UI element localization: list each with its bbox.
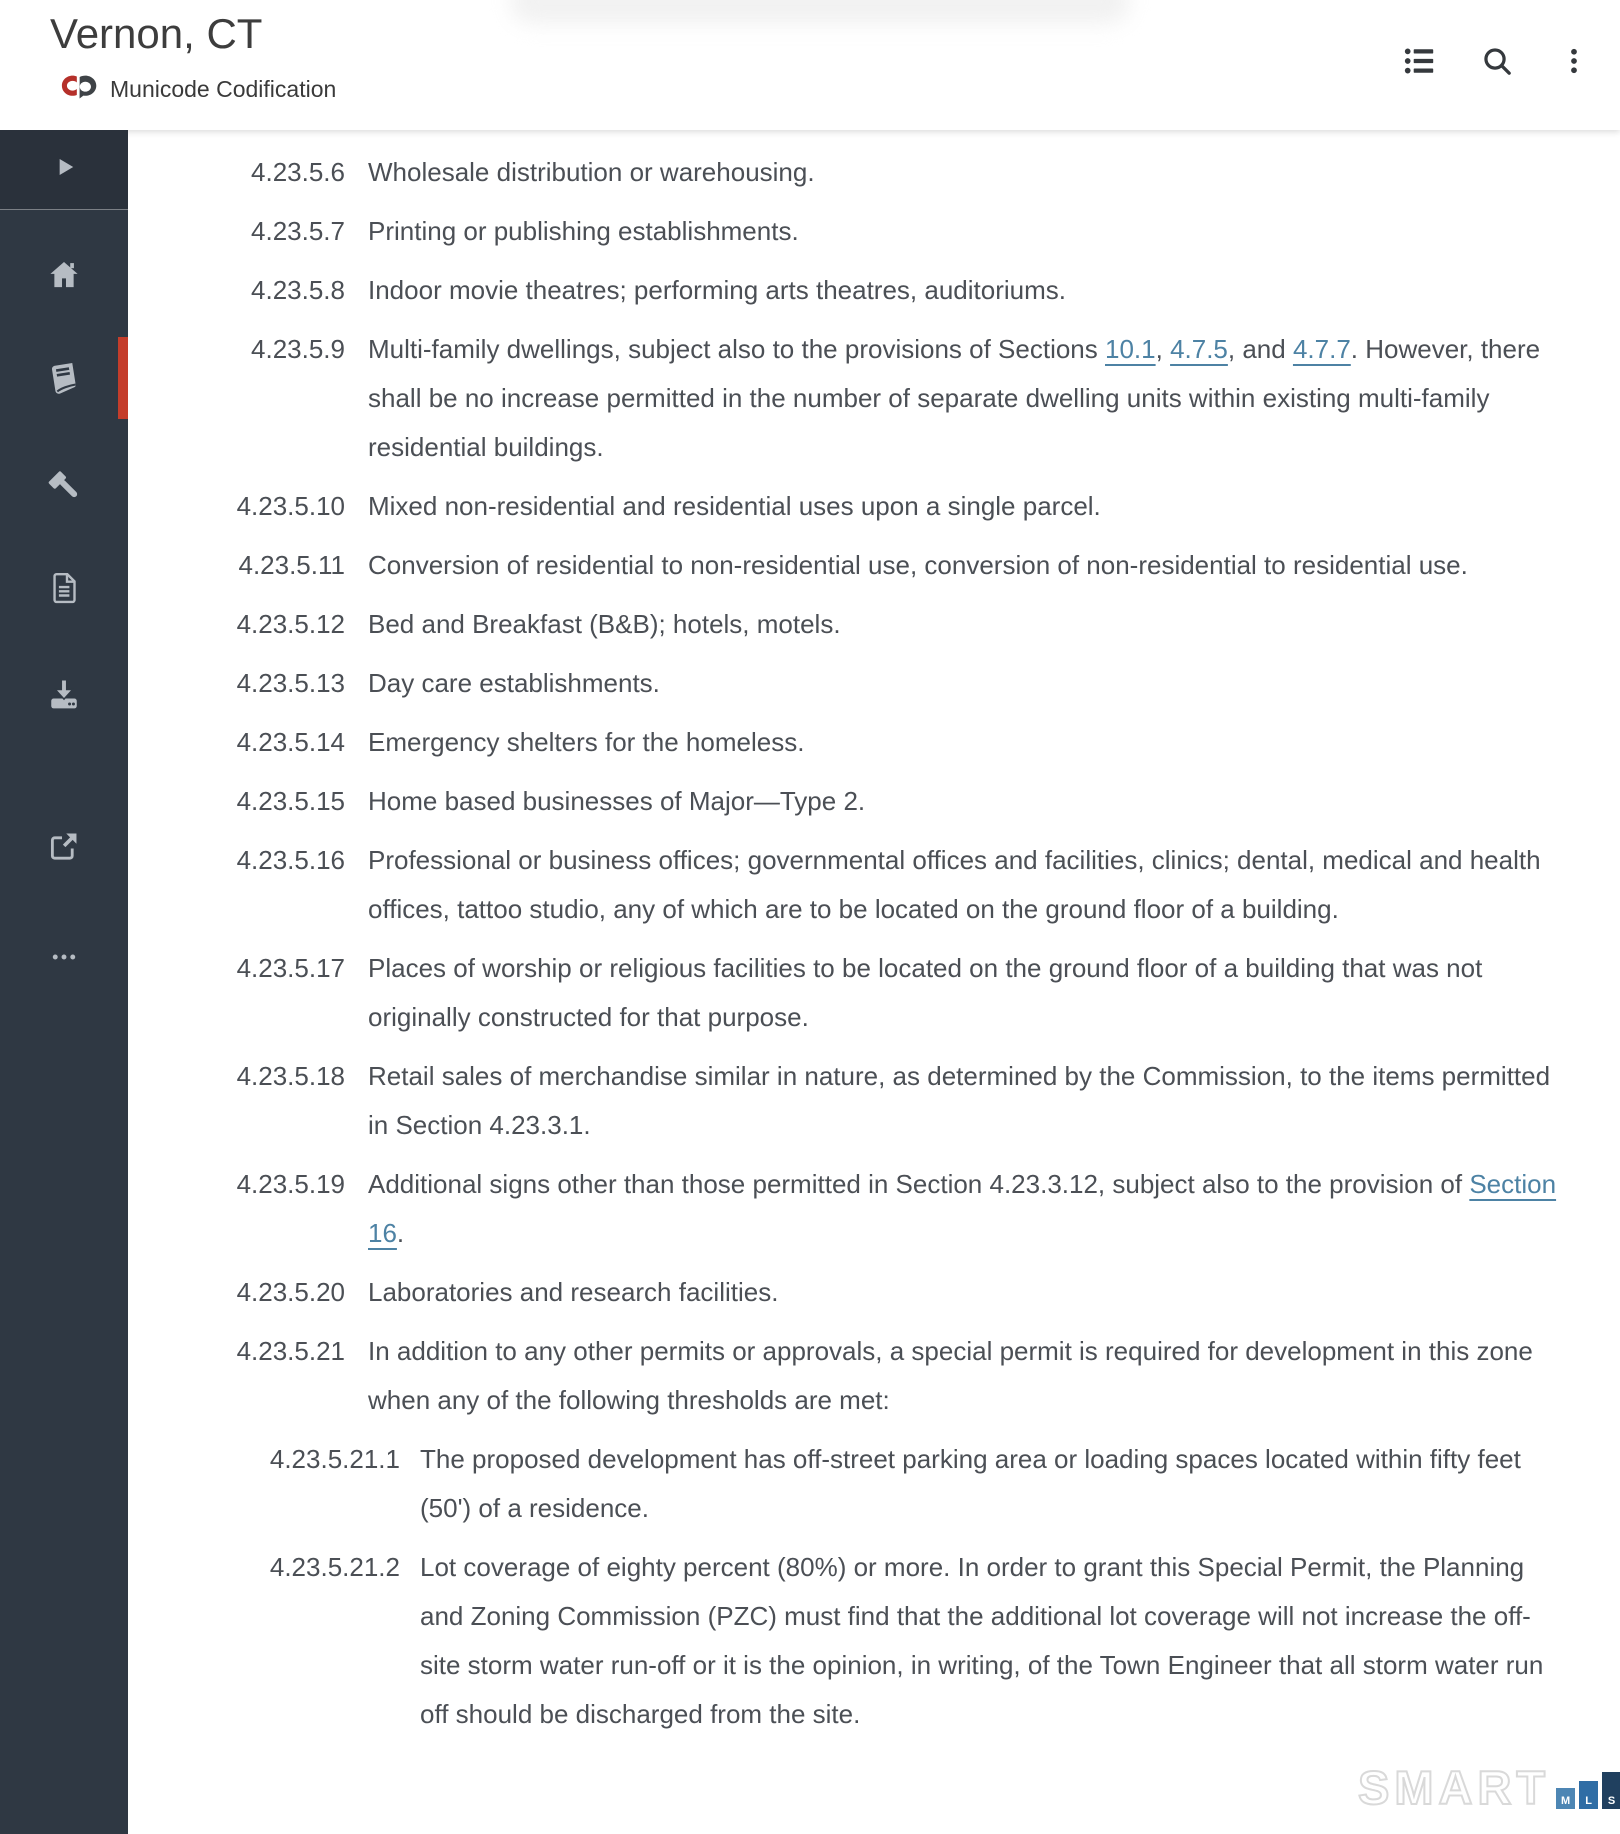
header-actions: [1402, 44, 1592, 80]
section-number: 4.23.5.8: [251, 275, 345, 305]
section-text: [420, 1543, 1570, 1739]
section-list: [128, 130, 1620, 1749]
section-item: [128, 1160, 1620, 1258]
app-header: [0, 0, 1620, 130]
text-run: Bed and Breakfast (B&B); hotels, motels.: [368, 609, 841, 639]
smartmls-watermark: [1358, 1761, 1620, 1814]
section-text: [368, 777, 1563, 826]
section-text: [368, 541, 1563, 590]
more-options-button[interactable]: [1556, 44, 1592, 80]
text-run: Home based businesses of Major—Type 2.: [368, 786, 866, 816]
section-text: [368, 944, 1563, 1042]
sidebar-item-more-horizontal[interactable]: [0, 943, 128, 974]
section-text: [368, 1052, 1563, 1150]
text-run: In addition to any other permits or approvals, a special permit is required for development in this zone when any of the following thresholds are met:: [368, 1336, 1533, 1415]
section-text: [368, 718, 1563, 767]
book-icon: [46, 360, 82, 399]
toc-list-icon: [1402, 43, 1438, 82]
section-text: [368, 207, 1563, 256]
section-number: 4.23.5.17: [236, 953, 345, 983]
top-shadow-blob: [510, 0, 1130, 24]
sidebar-item-book[interactable]: [0, 360, 128, 399]
section-number: 4.23.5.14: [236, 727, 345, 757]
sidebar-item-document[interactable]: [0, 570, 128, 609]
section-number: 4.23.5.11: [238, 550, 345, 580]
section-number: 4.23.5.10: [236, 491, 345, 521]
section-item: [128, 836, 1620, 934]
text-run: Retail sales of merchandise similar in nature, as determined by the Commission, to the items permitted in Section 4.23.3.1.: [368, 1061, 1551, 1140]
section-link[interactable]: 4.7.7: [1292, 334, 1351, 364]
watermark-box-m: M: [1556, 1788, 1575, 1809]
section-item: [128, 659, 1620, 708]
text-run: Conversion of residential to non-residential use, conversion of non-residential to residential use.: [368, 550, 1468, 580]
search-icon: [1480, 44, 1514, 81]
sidebar-item-download[interactable]: [0, 676, 128, 715]
section-number: 4.23.5.19: [236, 1169, 345, 1199]
sidebar-item-external-link[interactable]: [0, 829, 128, 866]
section-number: 4.23.5.6: [251, 157, 345, 187]
section-item: [128, 600, 1620, 649]
text-run: Day care establishments.: [368, 668, 660, 698]
section-text: [368, 1268, 1563, 1317]
section-item: [128, 1327, 1620, 1425]
section-link[interactable]: Section 16: [368, 1169, 1557, 1248]
section-number: 4.23.5.21: [236, 1336, 345, 1366]
text-run: Laboratories and research facilities.: [368, 1277, 779, 1307]
home-icon: [47, 258, 81, 295]
section-number: 4.23.5.18: [236, 1061, 345, 1091]
document-icon: [46, 570, 82, 609]
section-link[interactable]: 4.7.5: [1170, 334, 1228, 364]
watermark-mls-boxes: [1556, 1772, 1620, 1809]
watermark-box-s: S: [1602, 1772, 1620, 1809]
section-item: [128, 482, 1620, 531]
section-item: [128, 207, 1620, 256]
section-item: [128, 1435, 1620, 1533]
section-link[interactable]: 10.1: [1105, 334, 1156, 364]
section-number: 4.23.5.20: [236, 1277, 345, 1307]
section-item: [128, 325, 1620, 472]
civicplus-logo-icon: [60, 74, 98, 104]
text-run: Mixed non-residential and residential uses upon a single parcel.: [368, 491, 1101, 521]
text-run: Printing or publishing establishments.: [368, 216, 799, 246]
brand-subtitle: Municode Codification: [110, 75, 337, 102]
search-button[interactable]: [1479, 44, 1515, 80]
text-run: The proposed development has off-street parking area or loading spaces located within fifty feet (50') of a residence.: [420, 1444, 1521, 1523]
text-run: ,: [1155, 334, 1171, 364]
expand-play-icon: [51, 154, 77, 185]
section-item: [128, 148, 1620, 197]
section-text: [368, 836, 1563, 934]
section-text: [368, 148, 1563, 197]
section-number: 4.23.5.16: [236, 845, 345, 875]
text-run: Multi-family dwellings, subject also to the provisions of Sections: [368, 334, 1105, 364]
sidebar: [0, 130, 128, 1834]
section-number: 4.23.5.7: [251, 216, 345, 246]
section-text: [368, 1160, 1563, 1258]
brand-row: [60, 74, 336, 104]
text-run: Additional signs other than those permitted in Section 4.23.3.12, subject also to the provision of: [368, 1169, 1470, 1199]
section-item: [128, 777, 1620, 826]
section-text: [368, 266, 1563, 315]
section-text: [420, 1435, 1570, 1533]
section-number: 4.23.5.15: [236, 786, 345, 816]
section-item: [128, 541, 1620, 590]
section-number: 4.23.5.21.2: [269, 1552, 400, 1582]
text-run: Indoor movie theatres; performing arts theatres, auditoriums.: [368, 275, 1066, 305]
section-item: [128, 1268, 1620, 1317]
external-link-icon: [47, 829, 81, 866]
text-run: . However, there shall be no increase permitted in the number of separate dwelling units within existing multi-family residential buildings.: [368, 334, 1541, 462]
section-item: [128, 944, 1620, 1042]
section-number: 4.23.5.13: [236, 668, 345, 698]
text-run: Places of worship or religious facilities to be located on the ground floor of a building that was not originally constructed for that purpose.: [368, 953, 1483, 1032]
section-number: 4.23.5.12: [236, 609, 345, 639]
text-run: Emergency shelters for the homeless.: [368, 727, 805, 757]
section-number: 4.23.5.21.1: [269, 1444, 400, 1474]
section-text: [368, 659, 1563, 708]
page-title: Vernon, CT: [50, 10, 263, 57]
toc-button[interactable]: [1402, 44, 1438, 80]
section-text: [368, 600, 1563, 649]
text-run: Professional or business offices; governmental offices and facilities, clinics; dental, medical and health offices, tattoo studio, any of which are to be located on the ground floor of a building.: [368, 845, 1541, 924]
download-icon: [46, 676, 82, 715]
more-vertical-icon: [1559, 46, 1589, 79]
text-run: Lot coverage of eighty percent (80%) or more. In order to grant this Special Permit, the Planning and Zoning Commission (PZC) must find that the additional lot coverage will not increase the off-site storm water run-off or it is the opinion, in writing, of the Town Engineer that all storm water run off should be discharged from the site.: [420, 1552, 1544, 1729]
watermark-box-l: L: [1579, 1781, 1598, 1809]
watermark-text: SMART: [1358, 1761, 1551, 1814]
text-run: .: [396, 1218, 405, 1248]
section-number: 4.23.5.9: [251, 334, 345, 364]
section-item: [128, 1052, 1620, 1150]
sidebar-expand-button[interactable]: [0, 130, 128, 210]
section-text: [368, 482, 1563, 531]
text-run: , and: [1227, 334, 1293, 364]
section-item: [128, 1543, 1620, 1739]
more-horizontal-icon: [50, 943, 78, 974]
sidebar-item-home[interactable]: [0, 258, 128, 295]
gavel-icon: [45, 468, 83, 509]
section-item: [128, 718, 1620, 767]
section-text: [368, 325, 1563, 472]
text-run: Wholesale distribution or warehousing.: [368, 157, 815, 187]
sidebar-item-gavel[interactable]: [0, 468, 128, 509]
section-item: [128, 266, 1620, 315]
section-text: [368, 1327, 1563, 1425]
